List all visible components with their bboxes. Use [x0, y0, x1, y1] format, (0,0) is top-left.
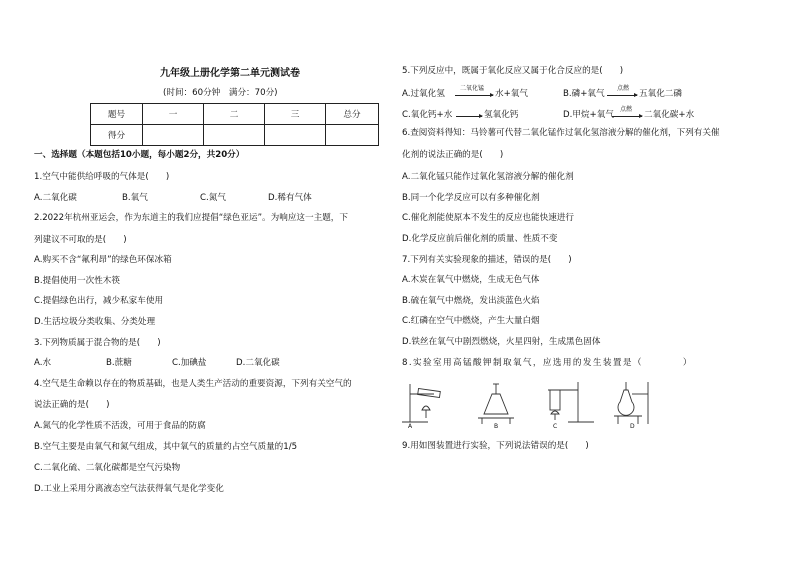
q2-option-a: A.购买不含“氟利昂”的绿色环保冰箱 [34, 255, 172, 265]
q4-option-d: D.工业上采用分离液态空气法获得氧气是化学变化 [34, 484, 224, 494]
question-6-stem-cont: 化剂的说法正确的是( ) [402, 150, 504, 160]
q5-option-c-left: C.氧化钙+水 [402, 110, 453, 120]
q5-option-a-right: 水+氧气 [495, 89, 528, 99]
question-1-stem: 1.空气中能供给呼吸的气体是( ) [34, 172, 170, 182]
q2-option-c: C.提倡绿色出行，减少私家车使用 [34, 296, 164, 306]
q1-option-a: A.二氧化碳 [34, 193, 77, 203]
score-input-cell[interactable] [204, 125, 265, 146]
table-cell: 得分 [91, 125, 143, 146]
question-8-stem: 8.实验室用高锰酸钾制取氧气，应选用的发生装置是（ ） [402, 358, 693, 368]
question-4-stem-cont: 说法正确的是( ) [34, 400, 110, 410]
table-cell: 一 [143, 104, 204, 125]
table-row [91, 125, 379, 146]
score-input-cell[interactable] [265, 125, 326, 146]
reaction-arrow [455, 95, 493, 96]
q5-option-a-left: A.过氧化氢 [402, 89, 445, 99]
table-row [91, 104, 379, 125]
exam-info: (时间：60分钟 满分：70分) [163, 88, 278, 98]
q5-option-a-condition: 二氧化锰 [460, 85, 485, 92]
q6-option-d: D.化学反应前后催化剂的质量、性质不变 [402, 234, 558, 244]
question-2-stem: 2.2022年杭州亚运会，作为东道主的我们应提倡“绿色亚运”。为响应这一主题，下 [34, 213, 348, 223]
q1-option-d: D.稀有气体 [268, 193, 312, 203]
page-title: 九年级上册化学第二单元测试卷 [160, 68, 300, 79]
q7-option-d: D.铁丝在氧气中剧烈燃烧，火星四射，生成黑色固体 [402, 337, 601, 347]
q7-option-a: A.木炭在氧气中燃烧，生成无色气体 [402, 275, 540, 285]
apparatus-label-b: B [494, 423, 499, 430]
q7-option-c: C.红磷在空气中燃烧，产生大量白烟 [402, 316, 540, 326]
question-5-stem: 5.下列反应中，既属于氧化反应又属于化合反应的是( ) [402, 66, 624, 76]
q2-option-d: D.生活垃圾分类收集、分类处理 [34, 317, 156, 327]
table-cell: 二 [204, 104, 265, 125]
q5-option-d-condition: 点燃 [620, 106, 633, 113]
question-7-stem: 7.下列有关实验现象的描述，错误的是( ) [402, 255, 572, 265]
q5-option-d-left: D.甲烷+氧气 [563, 110, 614, 120]
q5-option-c-right: 氢氧化钙 [484, 110, 519, 120]
q6-option-a: A.二氧化锰只能作过氧化氢溶液分解的催化剂 [402, 172, 574, 182]
apparatus-label-d: D [630, 423, 635, 430]
table-cell: 题号 [91, 104, 143, 125]
q3-option-b: B.蔗糖 [106, 358, 132, 368]
q1-option-b: B.氧气 [122, 193, 148, 203]
q3-option-a: A.水 [34, 358, 52, 368]
question-6-stem: 6.查阅资料得知：马铃薯可代替二氧化锰作过氧化氢溶液分解的催化剂，下列有关催 [402, 128, 720, 138]
reaction-arrow [607, 95, 637, 96]
q5-option-d-right: 二氧化碳+水 [644, 110, 695, 120]
table-cell: 总分 [326, 104, 379, 125]
q3-option-c: C.加碘盐 [172, 358, 207, 368]
score-input-cell[interactable] [326, 125, 379, 146]
question-2-stem-cont: 列建议不可取的是( ) [34, 235, 127, 245]
q1-option-c: C.氮气 [200, 193, 226, 203]
apparatus-label-a: A [408, 423, 413, 430]
question-9-stem: 9.用如图装置进行实验，下列说法错误的是( ) [402, 441, 589, 451]
reaction-arrow [456, 116, 482, 117]
score-input-cell[interactable] [143, 125, 204, 146]
section-heading: 一、选择题（本题包括10小题，每小题2分，共20分） [34, 150, 245, 160]
q3-option-d: D.二氧化碳 [236, 358, 280, 368]
q4-option-a: A.氮气的化学性质不活泼，可用于食品的防腐 [34, 421, 206, 431]
question-3-stem: 3.下列物质属于混合物的是( ) [34, 338, 161, 348]
score-table [90, 103, 379, 146]
question-4-stem: 4.空气是生命赖以存在的物质基础，也是人类生产活动的重要资源，下列有关空气的 [34, 379, 352, 389]
q5-option-b-right: 五氧化二磷 [639, 89, 682, 99]
q7-option-b: B.硫在氧气中燃烧，发出淡蓝色火焰 [402, 296, 540, 306]
q5-option-b-left: B.磷+氧气 [563, 89, 605, 99]
apparatus-label-c: C [553, 423, 558, 430]
q5-option-b-condition: 点燃 [617, 85, 630, 92]
q4-option-b: B.空气主要是由氧气和氮气组成，其中氧气的质量约占空气质量的1/5 [34, 442, 298, 452]
table-cell: 三 [265, 104, 326, 125]
q2-option-b: B.提倡使用一次性木筷 [34, 276, 120, 286]
q6-option-b: B.同一个化学反应可以有多种催化剂 [402, 193, 540, 203]
reaction-arrow [612, 116, 642, 117]
q4-option-c: C.二氧化硫、二氧化碳都是空气污染物 [34, 463, 181, 473]
q6-option-c: C.催化剂能使原本不发生的反应也能快速进行 [402, 213, 575, 223]
apparatus-diagram [398, 380, 658, 432]
